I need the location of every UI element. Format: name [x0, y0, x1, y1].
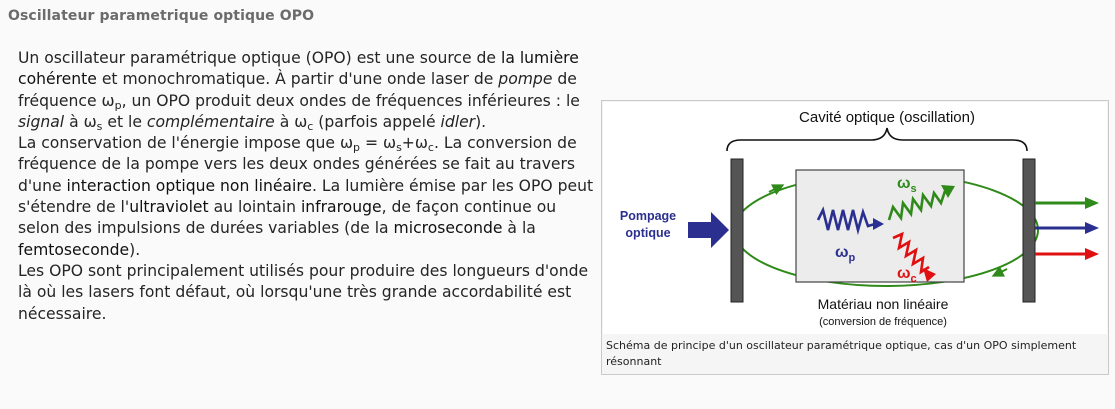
- material-label: Matériau non linéaire: [817, 296, 949, 312]
- cavity-label: Cavité optique (oscillation): [799, 109, 975, 126]
- paragraph-3: Les OPO sont principalement utilisés pour produire des longueurs d'onde là où les lasers font défaut, où lorsqu'une très grande accordabilité est nécessaire.: [18, 261, 589, 323]
- omega-s-symbol: $\omega_s$: [897, 175, 917, 195]
- pump-label-2: optique: [625, 226, 671, 240]
- paragraph-2: La conservation de l'énergie impose que $\omega_p = \omega_s+\omega_c$. La conversion de fréquence de la pompe vers les deux ondes générées se fait au travers d'une interaction optique non linéaire. La lumière émise par les OPO peut s'étendre de l'ultraviolet au lointain infrarouge, de façon continue ou selon des impulsions de durées variables (de la microseconde à la femtoseconde).: [18, 134, 594, 259]
- omega-p-symbol: $\omega_p$: [835, 244, 856, 264]
- link-infrared[interactable]: infrarouge: [300, 198, 382, 217]
- link-femtosecond[interactable]: femtoseconde: [18, 240, 130, 259]
- figure-caption: Schéma de principe d'un oscillateur paramétrique optique, cas d'un OPO simplement résonnant: [606, 339, 1077, 368]
- link-coherent-light[interactable]: la lumière cohérente: [18, 49, 579, 89]
- opo-figure: [601, 100, 1109, 375]
- input-mirror: [731, 159, 743, 302]
- section-heading: Oscillateur parametrique optique OPO: [8, 8, 315, 24]
- output-mirror: [1023, 159, 1035, 302]
- article-body: [18, 48, 598, 325]
- link-ultraviolet[interactable]: ultraviolet: [129, 198, 209, 217]
- link-microsecond[interactable]: microseconde: [393, 219, 503, 238]
- paragraph-1: Un oscillateur paramétrique optique (OPO) est une source de la lumière cohérente et monochromatique. À partir d'une onde laser de pompe de fréquence $\omega_p$, un OPO produit deux ondes de fréquences inférieures : le signal à $\omega_s$ et le complémentaire à $\omega_c$ (parfois appelé idler).: [18, 49, 580, 133]
- pump-label-1: Pompage: [619, 209, 677, 223]
- omega-c-symbol: $\omega_c$: [897, 265, 917, 285]
- material-sublabel: (conversion de fréquence): [819, 316, 947, 328]
- link-nonlinear-optics[interactable]: interaction optique non linéaire: [66, 176, 312, 195]
- opo-diagram: [603, 102, 1107, 334]
